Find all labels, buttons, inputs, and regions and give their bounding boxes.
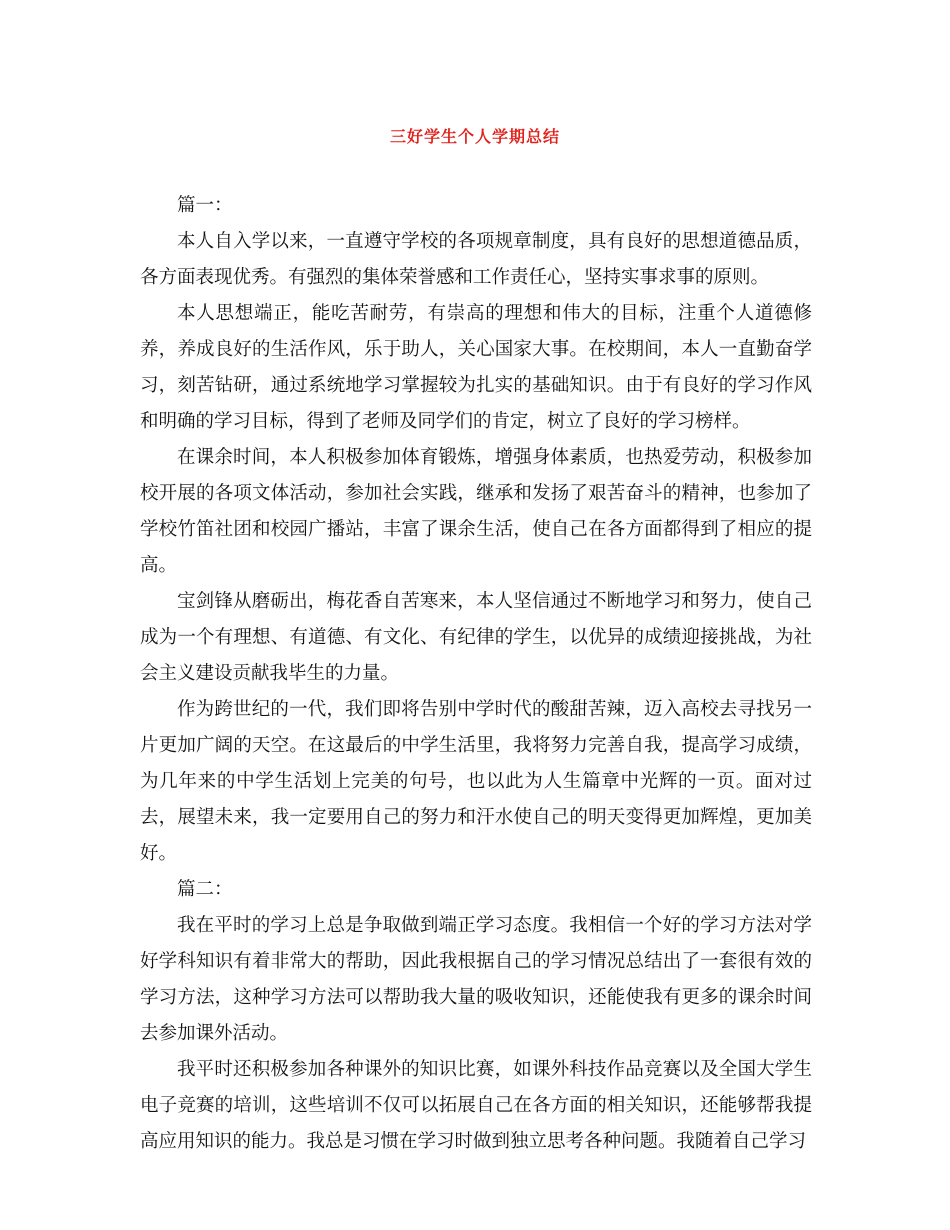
paragraph: 本人思想端正，能吃苦耐劳，有崇高的理想和伟大的目标，注重个人道德修养，养成良好的生活作风，乐于助人，关心国家大事。在校期间，本人一直勤奋学习，刻苦钻研，通过系统地学习掌握较为扎实的基础知识。由于有良好的学习作风和明确的学习目标，得到了老师及同学们的肯定，树立了良好的学习榜样。	[140, 303, 812, 432]
paragraph: 作为跨世纪的一代，我们即将告别中学时代的酸甜苦辣，迈入高校去寻找另一片更加广阔的天空。在这最后的中学生活里，我将努力完善自我，提高学习成绩，为几年来的中学生活划上完美的句号，也以此为人生篇章中光辉的一页。面对过去，展望未来，我一定要用自己的努力和汗水使自己的明天变得更加辉煌，更加美好。	[140, 699, 812, 864]
section-heading: 篇二：	[177, 879, 233, 900]
section-heading: 篇一：	[177, 195, 233, 216]
document-body	[140, 188, 812, 1160]
paragraph: 我在平时的学习上总是争取做到端正学习态度。我相信一个好的学习方法对学好学科知识有着非常大的帮助，因此我根据自己的学习情况总结出了一套很有效的学习方法，这种学习方法可以帮助我大量的吸收知识，还能使我有更多的课余时间去参加课外活动。	[140, 915, 812, 1044]
paragraph: 宝剑锋从磨砺出，梅花香自苦寒来，本人坚信通过不断地学习和努力，使自己成为一个有理想、有道德、有文化、有纪律的学生，以优异的成绩迎接挑战，为社会主义建设贡献我毕生的力量。	[140, 591, 812, 684]
paragraph: 在课余时间，本人积极参加体育锻炼，增强身体素质，也热爱劳动，积极参加校开展的各项文体活动，参加社会实践，继承和发扬了艰苦奋斗的精神，也参加了学校竹笛社团和校园广播站，丰富了课余生活，使自己在各方面都得到了相应的提高。	[140, 447, 812, 576]
paragraph: 我平时还积极参加各种课外的知识比赛，如课外科技作品竞赛以及全国大学生电子竞赛的培训，这些培训不仅可以拓展自己在各方面的相关知识，还能够帮我提高应用知识的能力。我总是习惯在学习时做到独立思考各种问题。我随着自己学习	[140, 1059, 812, 1152]
paragraph: 本人自入学以来，一直遵守学校的各项规章制度，具有良好的思想道德品质，各方面表现优秀。有强烈的集体荣誉感和工作责任心，坚持实事求事的原则。	[140, 231, 812, 288]
document-title: 三好学生个人学期总结	[389, 127, 560, 146]
